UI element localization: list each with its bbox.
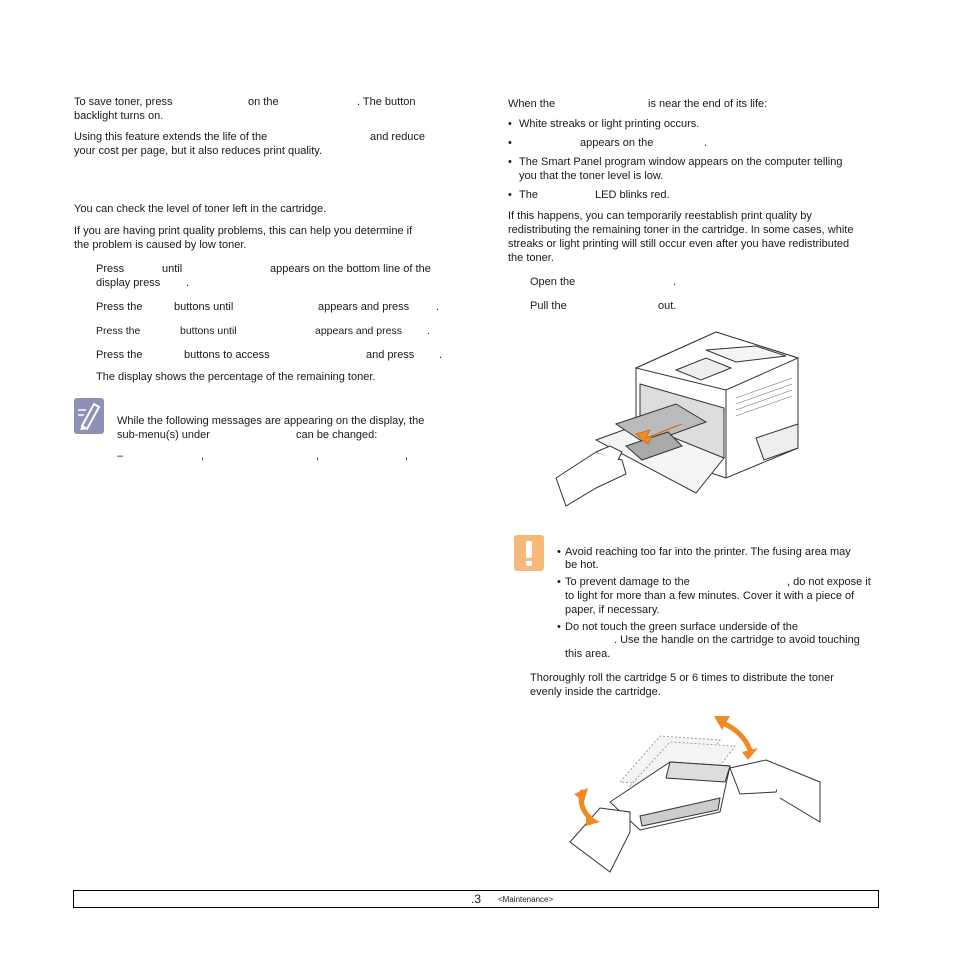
step1-appears: appears on the bottom line of the xyxy=(270,263,431,275)
caution-2-text: To prevent damage to the xyxy=(565,576,690,588)
save-text-on-the: on the xyxy=(248,96,279,108)
printer-illustration xyxy=(556,328,796,508)
step1-period: . xyxy=(186,277,190,289)
bullet-1-dot: • xyxy=(508,118,512,130)
step2-appears: appears and press xyxy=(318,301,410,313)
step1-until: until xyxy=(162,263,183,275)
caution-3-text-line3: this area. xyxy=(565,648,611,660)
step1-display: display press xyxy=(96,277,161,289)
save-text-button: . The button xyxy=(357,96,416,108)
bullet-1-text: White streaks or light printing occurs. xyxy=(519,118,700,130)
caution-2-text-line2: to light for more than a few minutes. Cover it with a piece of xyxy=(565,590,855,602)
step2-period: . xyxy=(436,301,440,313)
note-comma-3: , xyxy=(405,450,409,462)
bullet-3-text-line2: you that the toner level is low. xyxy=(519,170,664,182)
note-text: While the following messages are appearing on the display, the xyxy=(117,415,425,427)
using-text-line2: your cost per page, but it also reduces print quality. xyxy=(74,145,323,157)
when-text: When the xyxy=(508,98,556,110)
step1-press: Press xyxy=(96,263,125,275)
toner-roll-illustration xyxy=(570,712,830,872)
step3-period: . xyxy=(427,325,430,337)
step4-buttons: buttons to access xyxy=(184,349,270,361)
section-label: <Maintenance> xyxy=(498,895,554,904)
open-step-period: . xyxy=(673,276,677,288)
caution-icon xyxy=(514,535,544,571)
bullet-2-text: appears on the xyxy=(580,137,654,149)
bullet-2-dot: • xyxy=(508,137,512,149)
caution-1-text: Avoid reaching too far into the printer. The fusing area may xyxy=(565,546,851,558)
caution-2-dot: • xyxy=(557,576,561,588)
step4-press: Press the xyxy=(96,349,143,361)
step4-period: . xyxy=(439,349,443,361)
step3-press: Press the xyxy=(96,325,141,337)
roll-step-line2: evenly inside the cartridge. xyxy=(530,686,661,698)
using-text-b: and reduce xyxy=(370,131,426,143)
caution-1-text-line2: be hot. xyxy=(565,559,599,571)
para-text: If this happens, you can temporarily reestablish print quality by xyxy=(508,210,812,222)
para-text-line4: the toner. xyxy=(508,252,554,264)
bullet-4-dot: • xyxy=(508,189,512,201)
caution-1-dot: • xyxy=(557,546,561,558)
step3-buttons: buttons until xyxy=(180,325,237,337)
save-text: To save toner, press xyxy=(74,96,173,108)
bullet-3-dot: • xyxy=(508,156,512,168)
open-step: Open the xyxy=(530,276,576,288)
caution-3-text-line2: . Use the handle on the cartridge to avoid touching xyxy=(614,634,860,646)
note-dash: – xyxy=(117,450,124,462)
pull-step-out: out. xyxy=(658,300,677,312)
step2-press: Press the xyxy=(96,301,143,313)
step3-appears: appears and press xyxy=(315,325,402,337)
caution-2-text-b: , do not expose it xyxy=(787,576,871,588)
note-comma-2: , xyxy=(316,450,320,462)
when-text-b: is near the end of its life: xyxy=(648,98,768,110)
note-text-line2b: can be changed: xyxy=(296,429,378,441)
check-text: You can check the level of toner left in the cartridge. xyxy=(74,203,327,215)
page-number: .3 xyxy=(471,892,482,906)
caution-2-text-line3: paper, if necessary. xyxy=(565,604,660,616)
caution-3-text: Do not touch the green surface underside of the xyxy=(565,621,798,633)
bullet-4-text: LED blinks red. xyxy=(595,189,670,201)
note-comma-1: , xyxy=(201,450,205,462)
using-text: Using this feature extends the life of the xyxy=(74,131,268,143)
bullet-3-text: The Smart Panel program window appears on the computer telling xyxy=(519,156,843,168)
step4-and: and press xyxy=(366,349,415,361)
caution-3-dot: • xyxy=(557,621,561,633)
roll-step: Thoroughly roll the cartridge 5 or 6 times to distribute the toner xyxy=(530,672,834,684)
problems-text-line2: the problem is caused by low toner. xyxy=(74,239,247,251)
note-icon xyxy=(74,398,104,434)
step2-buttons: buttons until xyxy=(174,301,234,313)
save-text-line2: backlight turns on. xyxy=(74,110,164,122)
para-text-line3: streaks or light printing will still occur even after you have redistributed xyxy=(508,238,850,250)
page-footer xyxy=(73,890,879,908)
problems-text: If you are having print quality problems, this can help you determine if xyxy=(74,225,413,237)
note-text-line2: sub-menu(s) under xyxy=(117,429,210,441)
pull-step: Pull the xyxy=(530,300,567,312)
bullet-4-the: The xyxy=(519,189,538,201)
bullet-2-period: . xyxy=(704,137,708,149)
para-text-line2: redistributing the remaining toner in the cartridge. In some cases, white xyxy=(508,224,854,236)
step5-text: The display shows the percentage of the remaining toner. xyxy=(96,371,376,383)
